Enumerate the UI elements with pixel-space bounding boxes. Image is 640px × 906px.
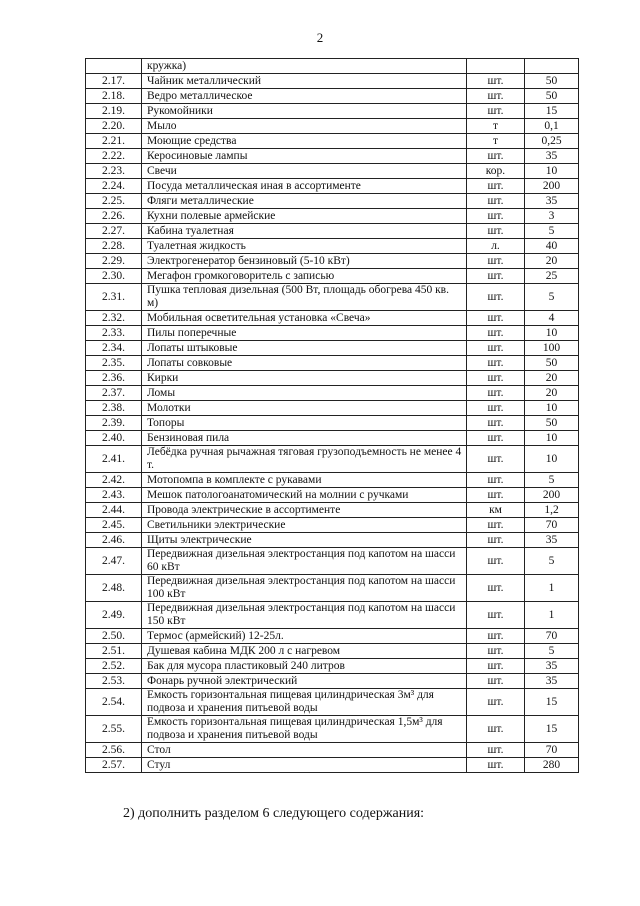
table-row [86, 371, 579, 386]
item-unit: шт. [467, 416, 525, 431]
table-row [86, 326, 579, 341]
item-quantity: 280 [525, 758, 579, 773]
item-number: 2.53. [86, 674, 142, 689]
item-unit: шт. [467, 644, 525, 659]
item-unit: шт. [467, 179, 525, 194]
item-number: 2.47. [86, 548, 142, 575]
table-row [86, 488, 579, 503]
item-unit: шт. [467, 269, 525, 284]
item-number: 2.32. [86, 311, 142, 326]
table-row [86, 575, 579, 602]
item-unit: км [467, 503, 525, 518]
item-number: 2.44. [86, 503, 142, 518]
item-unit: шт. [467, 431, 525, 446]
item-unit: т [467, 134, 525, 149]
item-quantity: 5 [525, 473, 579, 488]
item-quantity: 100 [525, 341, 579, 356]
item-quantity: 10 [525, 401, 579, 416]
item-unit: шт. [467, 758, 525, 773]
item-name: Свечи [142, 164, 467, 179]
items-table-body [86, 59, 579, 773]
table-row [86, 716, 579, 743]
table-row [86, 743, 579, 758]
item-quantity: 0,25 [525, 134, 579, 149]
item-unit: шт. [467, 104, 525, 119]
item-name: Передвижная дизельная электростанция под капотом на шасси 150 кВт [142, 602, 467, 629]
table-row [86, 548, 579, 575]
item-quantity: 35 [525, 659, 579, 674]
item-name: кружка) [142, 59, 467, 74]
item-unit: шт. [467, 224, 525, 239]
item-quantity: 200 [525, 488, 579, 503]
item-quantity: 50 [525, 74, 579, 89]
item-quantity: 15 [525, 104, 579, 119]
item-quantity: 10 [525, 446, 579, 473]
item-quantity: 1 [525, 602, 579, 629]
item-name: Мобильная осветительная установка «Свеча» [142, 311, 467, 326]
item-number: 2.17. [86, 74, 142, 89]
item-name: Ломы [142, 386, 467, 401]
item-number: 2.56. [86, 743, 142, 758]
item-name: Мотопомпа в комплекте с рукавами [142, 473, 467, 488]
item-name: Стол [142, 743, 467, 758]
item-number: 2.35. [86, 356, 142, 371]
table-row-continuation [86, 59, 579, 74]
item-number: 2.57. [86, 758, 142, 773]
item-unit: шт. [467, 674, 525, 689]
item-name: Фонарь ручной электрический [142, 674, 467, 689]
item-unit: шт. [467, 311, 525, 326]
item-quantity: 35 [525, 194, 579, 209]
item-quantity: 3 [525, 209, 579, 224]
item-number: 2.26. [86, 209, 142, 224]
page-number: 2 [316, 30, 324, 45]
item-number: 2.36. [86, 371, 142, 386]
item-number: 2.34. [86, 341, 142, 356]
item-name: Передвижная дизельная электростанция под капотом на шасси 100 кВт [142, 575, 467, 602]
item-quantity: 10 [525, 164, 579, 179]
item-unit: шт. [467, 659, 525, 674]
item-quantity: 0,1 [525, 119, 579, 134]
item-quantity: 25 [525, 269, 579, 284]
table-row [86, 503, 579, 518]
item-name: Мешок патологоанатомический на молнии с ручками [142, 488, 467, 503]
table-row [86, 134, 579, 149]
item-number: 2.49. [86, 602, 142, 629]
table-row [86, 254, 579, 269]
item-unit: шт. [467, 386, 525, 401]
item-unit: шт. [467, 473, 525, 488]
item-unit: кор. [467, 164, 525, 179]
item-quantity: 20 [525, 254, 579, 269]
item-quantity: 5 [525, 644, 579, 659]
item-unit: шт. [467, 74, 525, 89]
table-row [86, 689, 579, 716]
item-name: Термос (армейский) 12-25л. [142, 629, 467, 644]
item-number: 2.43. [86, 488, 142, 503]
item-number: 2.31. [86, 284, 142, 311]
item-quantity: 70 [525, 629, 579, 644]
table-row [86, 659, 579, 674]
item-number: 2.27. [86, 224, 142, 239]
item-unit: шт. [467, 284, 525, 311]
item-unit: л. [467, 239, 525, 254]
item-number: 2.37. [86, 386, 142, 401]
item-number: 2.33. [86, 326, 142, 341]
item-number: 2.41. [86, 446, 142, 473]
item-quantity: 5 [525, 548, 579, 575]
item-name: Ведро металлическое [142, 89, 467, 104]
item-name: Кабина туалетная [142, 224, 467, 239]
item-name: Фляги металлические [142, 194, 467, 209]
item-quantity: 35 [525, 533, 579, 548]
item-unit: шт. [467, 518, 525, 533]
item-number: 2.45. [86, 518, 142, 533]
item-number: 2.21. [86, 134, 142, 149]
item-quantity: 50 [525, 356, 579, 371]
item-quantity: 20 [525, 386, 579, 401]
item-quantity: 5 [525, 284, 579, 311]
table-row [86, 341, 579, 356]
table-row [86, 89, 579, 104]
item-number: 2.42. [86, 473, 142, 488]
item-unit: шт. [467, 716, 525, 743]
item-number: 2.25. [86, 194, 142, 209]
item-number: 2.39. [86, 416, 142, 431]
item-unit: шт. [467, 743, 525, 758]
table-row [86, 644, 579, 659]
item-name: Провода электрические в ассортименте [142, 503, 467, 518]
item-number: 2.48. [86, 575, 142, 602]
item-number: 2.52. [86, 659, 142, 674]
table-row [86, 416, 579, 431]
table-row [86, 386, 579, 401]
item-number: 2.23. [86, 164, 142, 179]
item-unit: шт. [467, 209, 525, 224]
item-unit: шт. [467, 602, 525, 629]
item-number: 2.29. [86, 254, 142, 269]
item-name: Топоры [142, 416, 467, 431]
items-table [85, 58, 579, 773]
item-unit: шт. [467, 575, 525, 602]
table-row [86, 674, 579, 689]
table-row [86, 269, 579, 284]
table-row [86, 518, 579, 533]
item-quantity: 200 [525, 179, 579, 194]
item-number: 2.54. [86, 689, 142, 716]
item-quantity: 70 [525, 743, 579, 758]
item-name: Светильники электрические [142, 518, 467, 533]
table-row [86, 401, 579, 416]
item-name: Стул [142, 758, 467, 773]
item-name: Бак для мусора пластиковый 240 литров [142, 659, 467, 674]
item-name: Кухни полевые армейские [142, 209, 467, 224]
table-row [86, 179, 579, 194]
table-row [86, 164, 579, 179]
item-name: Емкость горизонтальная пищевая цилиндрическая 3м³ для подвоза и хранения питьевой воды [142, 689, 467, 716]
table-row [86, 473, 579, 488]
item-quantity: 40 [525, 239, 579, 254]
table-row [86, 239, 579, 254]
item-unit: шт. [467, 341, 525, 356]
item-name: Посуда металлическая иная в ассортименте [142, 179, 467, 194]
item-quantity [525, 59, 579, 74]
item-unit: шт. [467, 326, 525, 341]
item-unit: шт. [467, 548, 525, 575]
item-quantity: 1,2 [525, 503, 579, 518]
item-quantity: 35 [525, 674, 579, 689]
item-name: Мыло [142, 119, 467, 134]
item-unit: т [467, 119, 525, 134]
table-row [86, 629, 579, 644]
item-number: 2.22. [86, 149, 142, 164]
item-unit: шт. [467, 89, 525, 104]
item-name: Электрогенератор бензиновый (5-10 кВт) [142, 254, 467, 269]
item-number: 2.46. [86, 533, 142, 548]
table-row [86, 104, 579, 119]
table-row [86, 74, 579, 89]
item-unit [467, 59, 525, 74]
item-name: Кирки [142, 371, 467, 386]
item-number: 2.40. [86, 431, 142, 446]
item-unit: шт. [467, 488, 525, 503]
item-name: Мегафон громкоговоритель с записью [142, 269, 467, 284]
item-quantity: 50 [525, 89, 579, 104]
item-unit: шт. [467, 194, 525, 209]
item-name: Лебёдка ручная рычажная тяговая грузоподъемность не менее 4 т. [142, 446, 467, 473]
table-row [86, 431, 579, 446]
item-unit: шт. [467, 401, 525, 416]
item-name: Лопаты совковые [142, 356, 467, 371]
item-number: 2.19. [86, 104, 142, 119]
item-number: 2.30. [86, 269, 142, 284]
item-name: Емкость горизонтальная пищевая цилиндрическая 1,5м³ для подвоза и хранения питьевой воды [142, 716, 467, 743]
item-name: Бензиновая пила [142, 431, 467, 446]
item-name: Чайник металлический [142, 74, 467, 89]
table-row [86, 533, 579, 548]
table-row [86, 149, 579, 164]
item-name: Передвижная дизельная электростанция под капотом на шасси 60 кВт [142, 548, 467, 575]
item-number: 2.51. [86, 644, 142, 659]
table-row [86, 119, 579, 134]
item-unit: шт. [467, 356, 525, 371]
item-name: Туалетная жидкость [142, 239, 467, 254]
item-name: Душевая кабина МДК 200 л с нагревом [142, 644, 467, 659]
item-name: Пушка тепловая дизельная (500 Вт, площадь обогрева 450 кв. м) [142, 284, 467, 311]
item-name: Щиты электрические [142, 533, 467, 548]
item-number: 2.38. [86, 401, 142, 416]
item-name: Пилы поперечные [142, 326, 467, 341]
table-row [86, 446, 579, 473]
item-unit: шт. [467, 629, 525, 644]
table-row [86, 758, 579, 773]
item-number: 2.20. [86, 119, 142, 134]
table-row [86, 194, 579, 209]
table-row [86, 209, 579, 224]
table-row [86, 311, 579, 326]
item-name: Лопаты штыковые [142, 341, 467, 356]
item-number: 2.18. [86, 89, 142, 104]
item-name: Рукомойники [142, 104, 467, 119]
item-number: 2.50. [86, 629, 142, 644]
item-name: Керосиновые лампы [142, 149, 467, 164]
item-quantity: 1 [525, 575, 579, 602]
item-unit: шт. [467, 689, 525, 716]
table-row [86, 602, 579, 629]
item-quantity: 4 [525, 311, 579, 326]
item-quantity: 15 [525, 716, 579, 743]
item-quantity: 10 [525, 431, 579, 446]
table-row [86, 224, 579, 239]
item-quantity: 20 [525, 371, 579, 386]
item-number: 2.55. [86, 716, 142, 743]
item-quantity: 15 [525, 689, 579, 716]
table-row [86, 284, 579, 311]
item-unit: шт. [467, 533, 525, 548]
item-unit: шт. [467, 254, 525, 269]
table-row [86, 356, 579, 371]
item-quantity: 70 [525, 518, 579, 533]
item-unit: шт. [467, 371, 525, 386]
item-number: 2.28. [86, 239, 142, 254]
item-unit: шт. [467, 446, 525, 473]
item-quantity: 5 [525, 224, 579, 239]
item-unit: шт. [467, 149, 525, 164]
item-number [86, 59, 142, 74]
item-quantity: 50 [525, 416, 579, 431]
closing-paragraph: 2) дополнить разделом 6 следующего содержания: [123, 806, 425, 821]
item-name: Моющие средства [142, 134, 467, 149]
item-name: Молотки [142, 401, 467, 416]
item-quantity: 35 [525, 149, 579, 164]
item-quantity: 10 [525, 326, 579, 341]
item-number: 2.24. [86, 179, 142, 194]
